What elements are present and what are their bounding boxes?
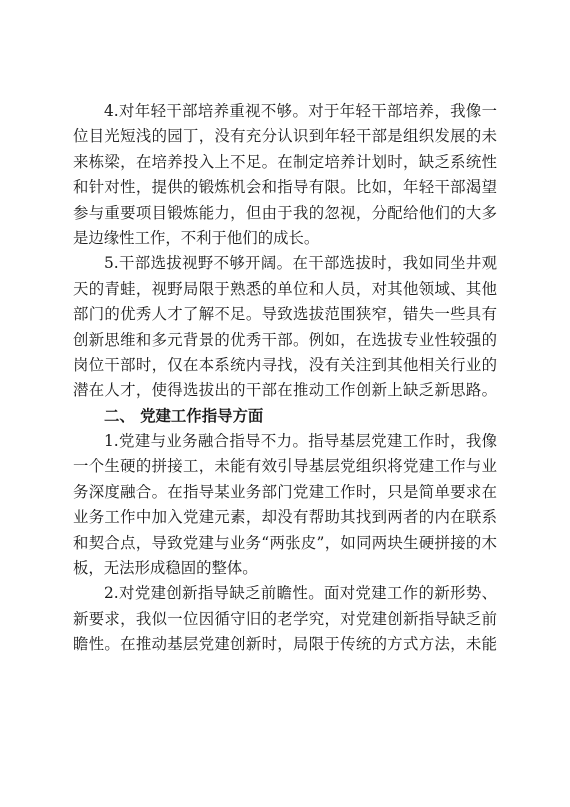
- text-line: 瞻性。在推动基层党建创新时，局限于传统的方式方法，未能: [73, 635, 497, 654]
- text-line: 参与重要项目锻炼能力，但由于我的忽视，分配给他们的大多: [73, 203, 497, 222]
- text-line: 业务工作中加入党建元素，却没有帮助其找到两者的内在联系: [73, 508, 497, 527]
- text-line: 创新思维和多元背景的优秀干部。例如，在选拔专业性较强的: [73, 330, 497, 349]
- paragraph-5-cadre-selection: [73, 251, 497, 403]
- text-line: 务深度融合。在指导某业务部门党建工作时，只是简单要求在: [73, 482, 497, 501]
- text-line: 和针对性，提供的锻炼机会和指导有限。比如，年轻干部渴望: [73, 178, 497, 197]
- paragraph-2-2-innovation-guidance: [73, 581, 497, 657]
- paragraph-4-youth-cadre-training: [73, 99, 497, 251]
- text-line: 2.对党建创新指导缺乏前瞻性。面对党建工作的新形势、: [104, 584, 497, 603]
- text-line: 板，无法形成稳固的整体。: [73, 559, 258, 578]
- text-line: 天的青蛙，视野局限于熟悉的单位和人员，对其他领域、其他: [73, 279, 497, 298]
- text-line: 5.干部选拔视野不够开阔。在干部选拔时，我如同坐井观: [104, 254, 497, 273]
- text-line: 和契合点，导致党建与业务“两张皮”，如同两块生硬拼接的木: [73, 533, 497, 552]
- text-line: 来栋梁，在培养投入上不足。在制定培养计划时，缺乏系统性: [73, 152, 497, 171]
- document-body: [73, 99, 497, 658]
- text-line: 一个生硬的拼接工，未能有效引导基层党组织将党建工作与业: [73, 457, 497, 476]
- text-line: 部门的优秀人才了解不足。导致选拔范围狭窄，错失一些具有: [73, 305, 497, 324]
- text-line: 岗位干部时，仅在本系统内寻找，没有关注到其他相关行业的: [73, 355, 497, 374]
- text-line: 是边缘性工作，不利于他们的成长。: [73, 228, 320, 247]
- text-line: 4.对年轻干部培养重视不够。对于年轻干部培养，我像一: [104, 102, 497, 120]
- paragraph-2-1-party-business-integration: [73, 429, 497, 581]
- text-line: 潜在人才，使得选拔出的干部在推动工作创新上缺乏新思路。: [73, 381, 497, 400]
- text-line: 位目光短浅的园丁，没有充分认识到年轻干部是组织发展的未: [73, 127, 497, 146]
- section-2-heading: [73, 404, 497, 429]
- text-line: 新要求，我似一位因循守旧的老学究，对党建创新指导缺乏前: [73, 609, 497, 628]
- text-line: 1.党建与业务融合指导不力。指导基层党建工作时，我像: [104, 432, 497, 451]
- heading-text: 二、 党建工作指导方面: [104, 406, 264, 425]
